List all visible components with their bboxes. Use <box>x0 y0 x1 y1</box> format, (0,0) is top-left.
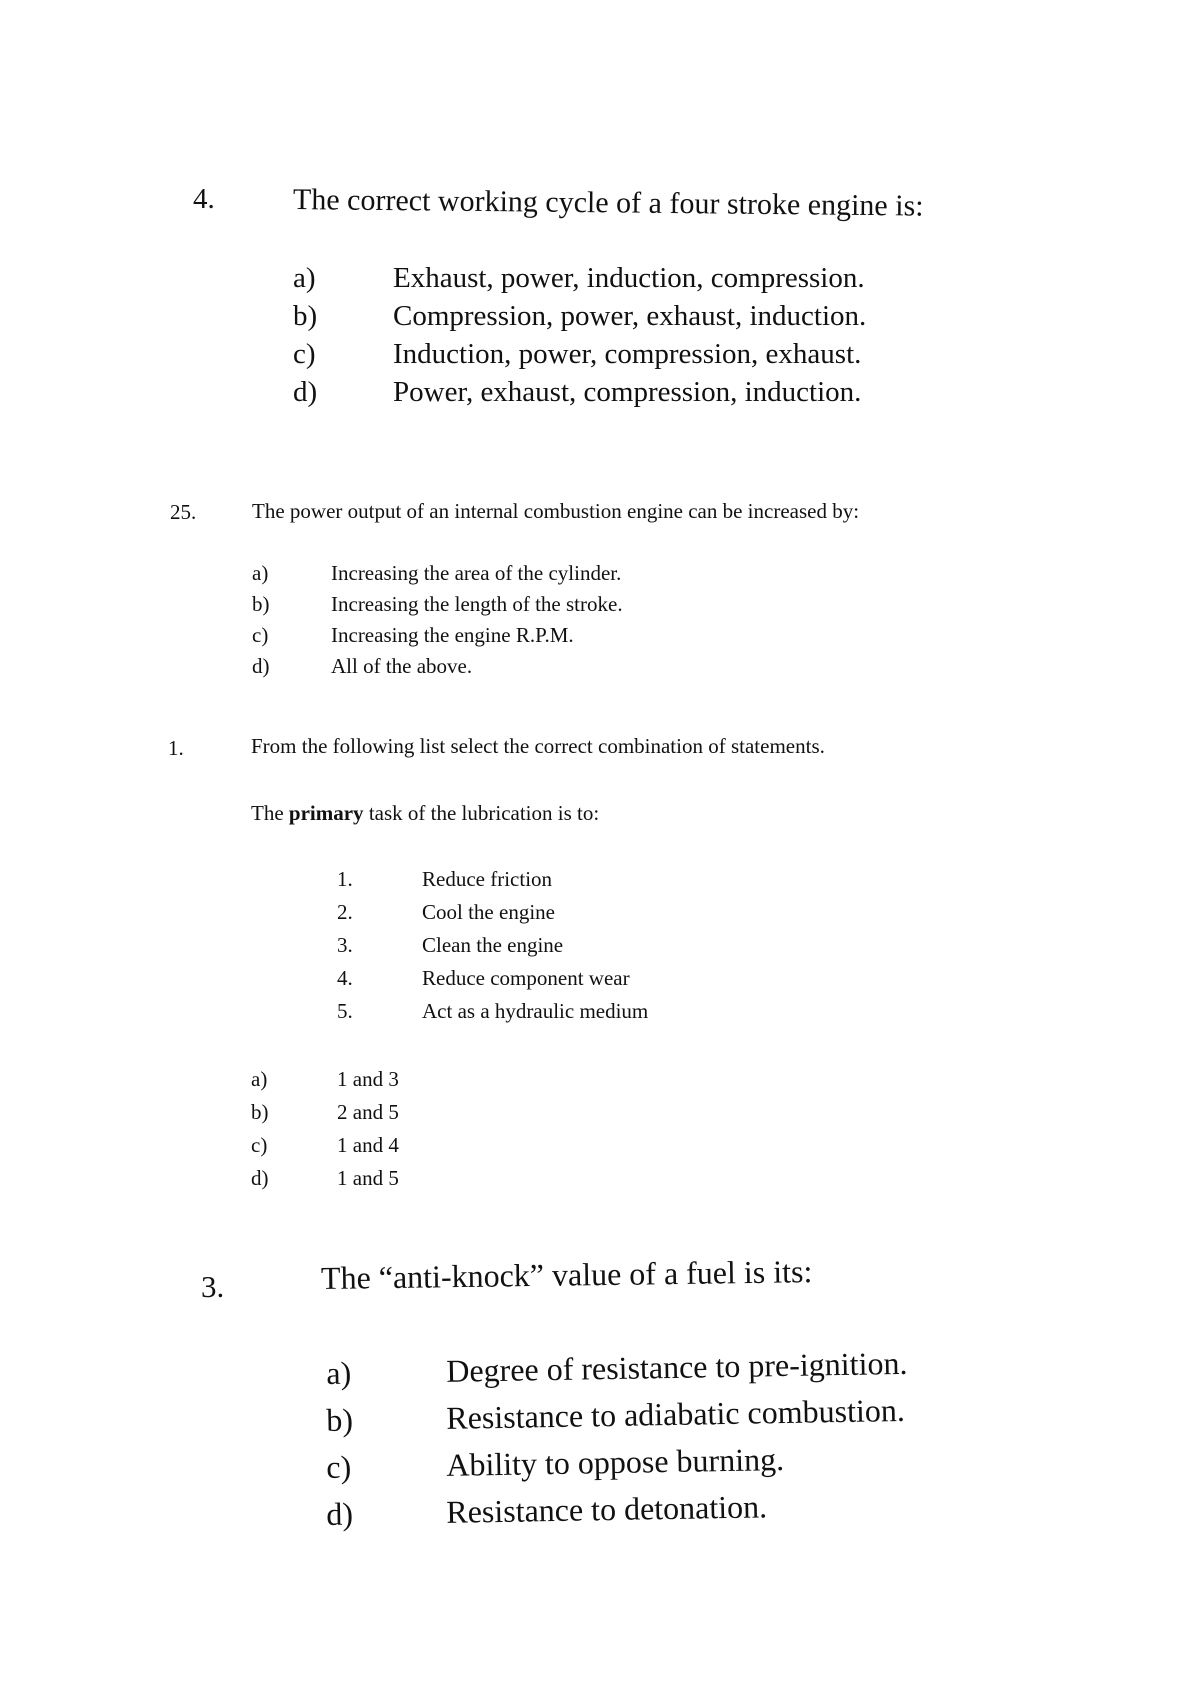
option-label: c) <box>252 623 269 647</box>
statement-label: 2. <box>337 900 353 924</box>
option-text: Resistance to detonation. <box>445 1488 768 1530</box>
option-text: Power, exhaust, compression, induction. <box>393 376 862 408</box>
option-label: d) <box>326 1495 354 1532</box>
option-text: Increasing the engine R.P.M. <box>331 623 574 647</box>
sub-stem-before: The <box>251 801 289 825</box>
option-label: a) <box>252 561 269 585</box>
question-sub-stem <box>251 801 599 826</box>
statement-label: 1. <box>337 867 353 891</box>
option-text: Resistance to adiabatic combustion. <box>445 1391 906 1436</box>
option-text: Compression, power, exhaust, induction. <box>393 300 867 332</box>
statement-text: Cool the engine <box>422 900 555 924</box>
option-text: Induction, power, compression, exhaust. <box>393 338 862 370</box>
option-text: 1 and 5 <box>337 1166 399 1190</box>
statement-text: Clean the engine <box>422 933 564 957</box>
statement-text: Act as a hydraulic medium <box>422 999 649 1023</box>
option-label: c) <box>293 338 316 370</box>
option-text: Increasing the length of the stroke. <box>331 592 623 616</box>
statement-text: Reduce component wear <box>422 966 630 990</box>
question-number: 25. <box>170 500 197 524</box>
option-text: Exhaust, power, induction, compression. <box>393 262 865 294</box>
question-stem: The correct working cycle of a four stroke engine is: <box>292 183 924 223</box>
option-label: c) <box>326 1448 352 1485</box>
option-label: b) <box>293 300 318 332</box>
question-stem: The “anti-knock” value of a fuel is its: <box>320 1253 813 1296</box>
option-label: d) <box>251 1166 269 1190</box>
option-text: 2 and 5 <box>337 1100 399 1124</box>
statement-label: 5. <box>337 999 353 1023</box>
question-number: 4. <box>193 183 215 215</box>
option-label: a) <box>326 1354 352 1391</box>
question-stem: From the following list select the correct combination of statements. <box>251 734 825 758</box>
option-label: c) <box>251 1133 268 1157</box>
option-label: d) <box>293 376 318 408</box>
statement-label: 4. <box>337 966 353 990</box>
option-text: Increasing the area of the cylinder. <box>331 561 622 585</box>
question-number: 3. <box>201 1269 225 1304</box>
option-text: 1 and 4 <box>337 1133 399 1157</box>
option-label: a) <box>251 1067 268 1091</box>
sub-stem-after: task of the lubrication is to: <box>363 801 600 825</box>
option-label: a) <box>293 262 316 294</box>
option-label: b) <box>252 592 270 616</box>
option-label: b) <box>326 1401 354 1438</box>
statement-label: 3. <box>337 933 353 957</box>
question-number: 1. <box>168 736 184 760</box>
option-label: d) <box>252 654 270 678</box>
option-text: 1 and 3 <box>337 1067 399 1091</box>
option-text: Ability to oppose burning. <box>445 1441 785 1483</box>
sub-stem-emphasis: primary <box>288 801 364 825</box>
option-text: Degree of resistance to pre-ignition. <box>445 1344 908 1389</box>
statement-text: Reduce friction <box>422 867 553 891</box>
option-label: b) <box>251 1100 269 1124</box>
option-text: All of the above. <box>331 654 473 678</box>
question-stem: The power output of an internal combustion engine can be increased by: <box>252 499 860 523</box>
